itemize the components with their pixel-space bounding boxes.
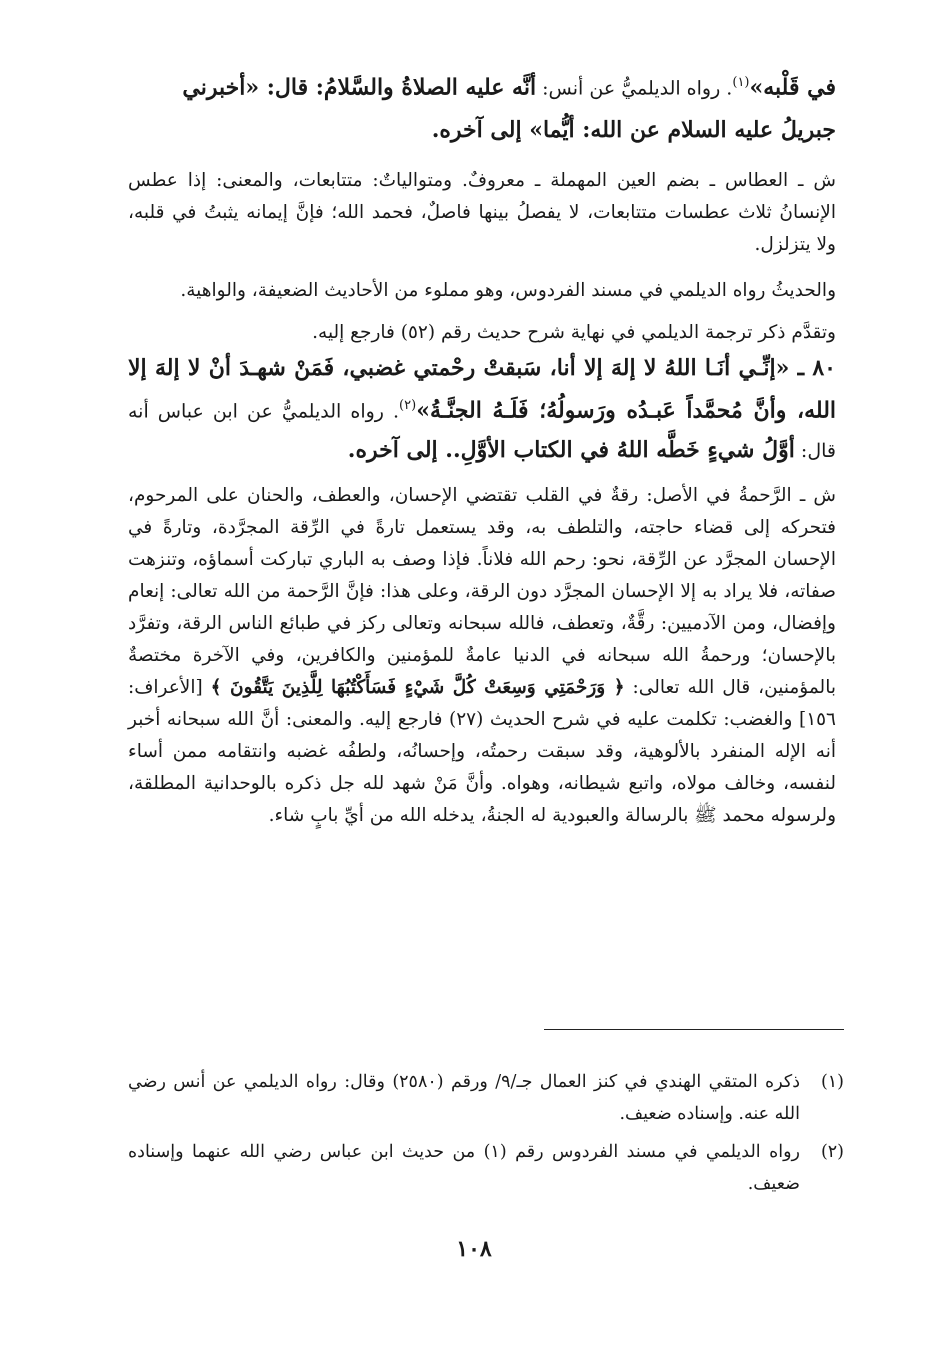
opening-text-lead: في قَلْبه»: [749, 74, 836, 101]
footnote-2-number: (٢): [820, 1142, 844, 1162]
footnote-2-text: رواه الديلمي في مسند الفردوس رقم (١) من حديث ابن عباس رضي الله عنهما وإسناده ضعيف.: [128, 1142, 800, 1194]
paragraph-crossref: وتقدَّم ذكر ترجمة الديلمي في نهاية شرح حديث رقم (٥٢) فارجع إليه.: [312, 322, 836, 344]
commentary-mercy: [128, 480, 836, 832]
opening-narration: . رواه الديلميُّ عن أنس:: [536, 77, 733, 100]
hadith-80-text: ٨٠ ـ «إنِّـي أنَـا اللهُ لا إلهَ إلا أنا، سَبقتْ رحْمتي غضبي، فَمَنْ شهـدَ أنْ لا إلهَ إلا الله، وأنَّ مُحمَّداً عَبـدُه ورَسولُهُ؛ فَلَـهُ الجنَّـةُ»: [128, 355, 837, 424]
footnotes: [128, 1066, 844, 1206]
footnote-1-text: ذكره المتقي الهندي في كنز العمال جـ/٩/ ورقم (٢٥٨٠) وقال: رواه الديلمي عن أنس رضي الله عنه. وإسناده ضعيف.: [128, 1072, 800, 1124]
opening-hadith-end: [128, 62, 836, 151]
quran-verse: ﴿ وَرَحْمَتِي وَسِعَتْ كُلَّ شَيْءٍ فَسَأَكْتُبُهَا لِلَّذِينَ يَتَّقُونَ ﴾: [210, 676, 625, 698]
commentary-sneeze: ش ـ العطاس ـ بضم العين المهملة ـ معروفٌ. ومتوالياتٌ: متتابعات، والمعنى: إذا عطس الإنسانُ ثلاث عطسات متتابعات، لا يفصلُ بينها فاصلٌ، فحمد الله؛ فإنَّ إيمانه يثبتُ في قلبه، ولا يتزلزل.: [128, 170, 836, 256]
footnote-ref-1: (١): [732, 75, 750, 90]
hadith-80-tail: أوَّلُ شيءٍ خَطَّه اللهُ في الكتاب الأوَّلِ.. إلى آخره.: [347, 436, 795, 463]
hadith-80-narration: . رواه الديلميُّ عن ابن عباس أنه قال:: [128, 400, 836, 462]
page-body: [128, 62, 836, 832]
footnote-1-number: (١): [820, 1072, 844, 1092]
paragraph-source: والحديثُ رواه الديلمي في مسند الفردوس، وهو مملوء من الأحاديث الضعيفة، والواهية.: [180, 280, 836, 302]
footnote-ref-2: (٢): [399, 398, 417, 414]
commentary-mercy-part-b: [الأعراف: ١٥٦] والغضب: تكلمت عليه في شرح الحديث (٢٧) فارجع إليه. والمعنى: أنَّ الله سبحانه أخبر أنه الإله المنفرد بالألوهية، وقد سبقت رحمتُه، وإحسانُه، ولطفُه غضبه وانتقامه ممن أساء لنفسه، وخالف مولاه، واتبع شيطانه، وهواه. وأنَّ مَنْ شهد لله جل ذكره بالوحدانية المطلقة، ولرسوله محمد ﷺ بالرسالة والعبودية له الجنةُ، يدخله الله من أيِّ بابٍ شاء.: [128, 676, 836, 826]
footnote-divider: [544, 1029, 844, 1030]
hadith-80: [128, 349, 836, 469]
opening-text-tail: أنَّه عليه الصلاةُ والسَّلامُ: قال: «أخبرني: [182, 74, 537, 101]
footnote-1: [128, 1066, 844, 1130]
footnote-2: [128, 1136, 844, 1200]
opening-text-line2: جبريلُ عليه السلام عن الله: أيُّما» إلى آخره.: [431, 117, 836, 144]
page-number: ١٠٨: [456, 1236, 492, 1262]
commentary-mercy-part-a: ش ـ الرَّحمةُ في الأصل: رقةٌ في القلب تقتضي الإحسان، والعطف، والحنان على المرحوم، فتحركه إلى قضاء حاجته، والتلطف به، وقد يستعمل تارةً في الرِّقة المجرَّدة، وتارةً في الإحسان المجرَّد عن الرِّقة، نحو: رحم الله فلاناً. فإذا وصف به الباري تباركت أسماؤه، وتنزهت صفاته، فلا يراد به إلا الإحسان المجرَّد دون الرقة، وعلى هذا: فإنَّ الرَّحمة من الله تعالى: إنعام وإفضال، ومن الآدميين: رقَّةٌ، وتعطف، فالله سبحانه وتعالى ركز في طبائع الناس الرقة، وتفرَّد بالإحسان؛ ورحمةُ الله سبحانه في الدنيا عامةٌ للمؤمنين والكافرين، وفي الآخرة مختصةٌ بالمؤمنين، قال الله تعالى:: [128, 484, 836, 698]
